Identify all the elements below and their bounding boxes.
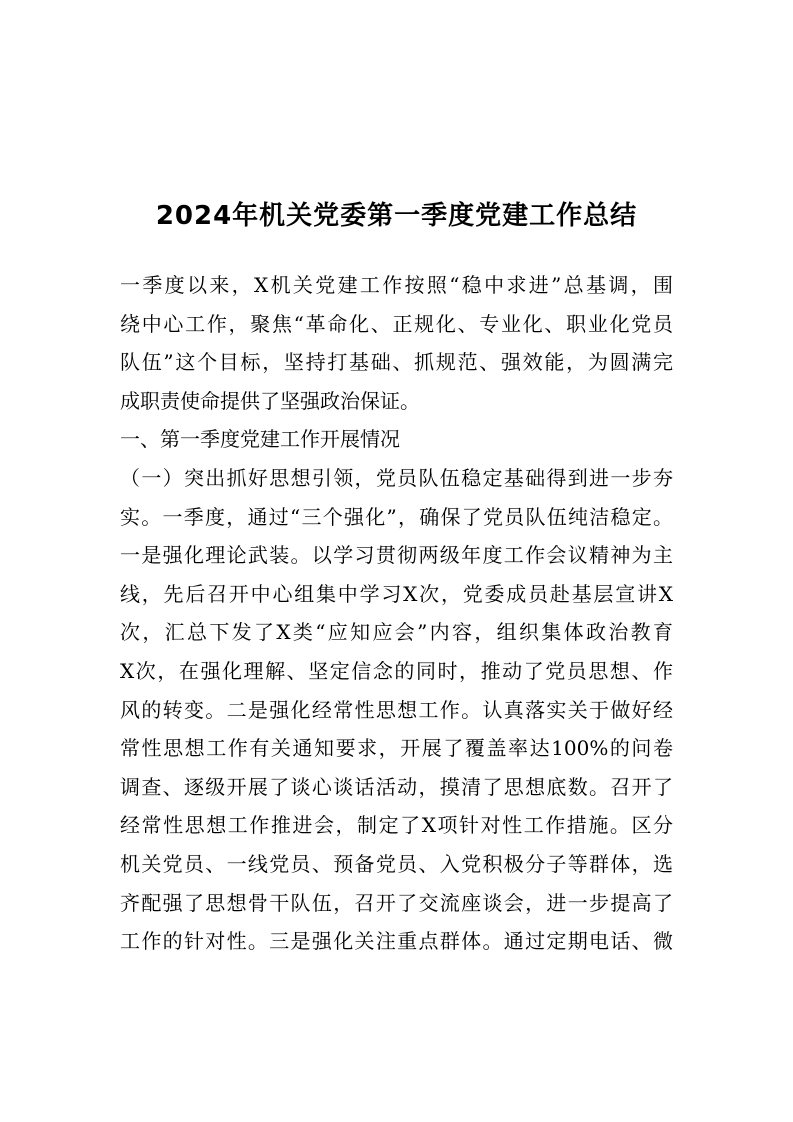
- body-line: 常性思想工作有关通知要求，开展了覆盖率达100%的问卷: [120, 736, 673, 761]
- body-line: 一季度以来，X机关党建工作按照“稳中求进”总基调，围: [120, 273, 673, 297]
- body-line: 调查、逐级开展了谈心谈话活动，摸清了思想底数。召开了: [120, 774, 673, 799]
- subsection-heading-line: （一）突出抓好思想引领，党员队伍稳定基础得到进一步夯: [120, 465, 673, 490]
- body-line: 线，先后召开中心组集中学习X次，党委成员赴基层宣讲X: [120, 581, 673, 606]
- body-line: 次，汇总下发了X类“应知应会”内容，组织集体政治教育: [120, 620, 673, 645]
- body-line: X次，在强化理解、坚定信念的同时，推动了党员思想、作: [120, 658, 673, 683]
- body-line: 绕中心工作，聚焦“革命化、正规化、专业化、职业化党员: [120, 311, 673, 336]
- body-line: 实。一季度，通过“三个强化”，确保了党员队伍纯洁稳定。: [120, 504, 673, 529]
- body-line: 风的转变。二是强化经常性思想工作。认真落实关于做好经: [120, 697, 673, 722]
- body-line: 队伍”这个目标，坚持打基础、抓规范、强效能，为圆满完: [120, 350, 673, 375]
- body-line: 成职责使命提供了坚强政治保证。: [120, 388, 420, 413]
- body-line: 齐配强了思想骨干队伍，召开了交流座谈会，进一步提高了: [120, 890, 673, 915]
- body-line: 一是强化理论武装。以学习贯彻两级年度工作会议精神为主: [120, 543, 673, 568]
- body-line: 经常性思想工作推进会，制定了X项针对性工作措施。区分: [120, 813, 673, 838]
- body-line: 机关党员、一线党员、预备党员、入党积极分子等群体，选: [120, 851, 673, 876]
- document-body: [120, 266, 673, 961]
- document-title: 2024年机关党委第一季度党建工作总结: [155, 201, 638, 231]
- body-line: 工作的针对性。三是强化关注重点群体。通过定期电话、微: [120, 929, 673, 954]
- section-heading: 一、第一季度党建工作开展情况: [120, 427, 400, 452]
